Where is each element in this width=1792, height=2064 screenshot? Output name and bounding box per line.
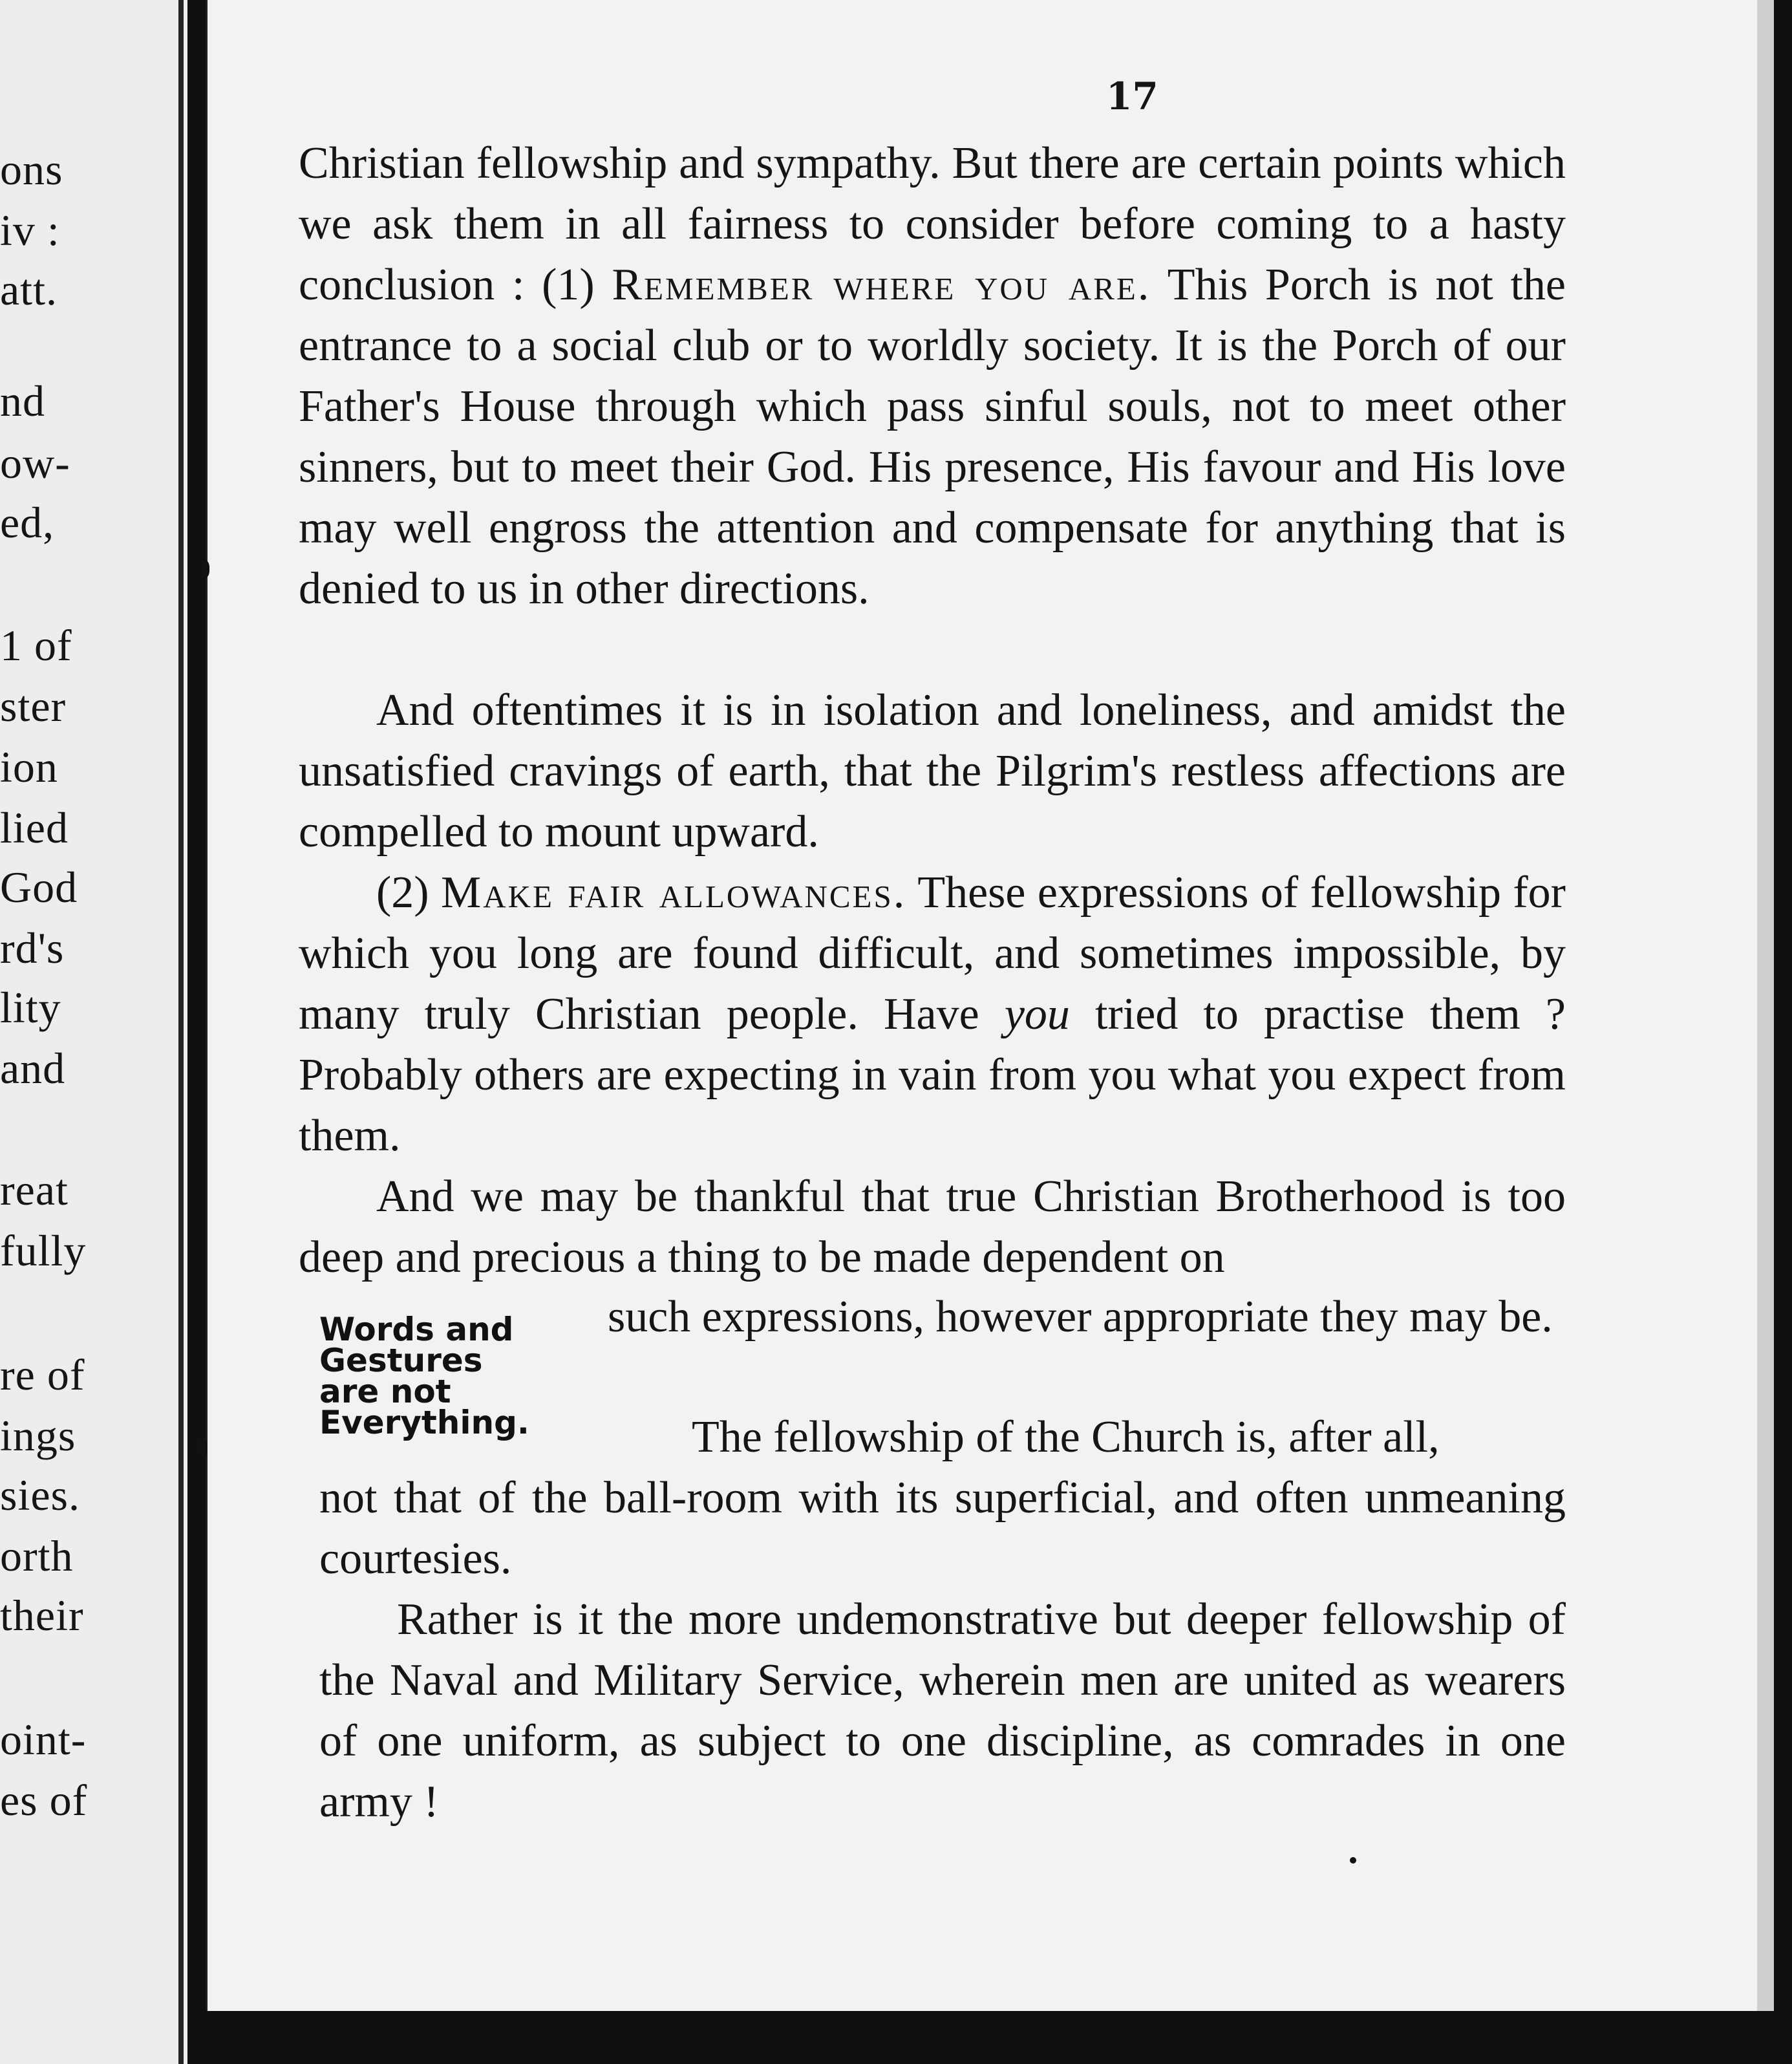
paragraph-naval: [319, 1589, 1566, 1833]
section-heading-allowances: Make fair allowances.: [440, 868, 907, 918]
previous-page-fragment: [0, 0, 187, 2064]
page-number: 17: [1106, 74, 1158, 118]
fragment-line: att.: [0, 265, 58, 314]
fragment-line: es of: [0, 1776, 88, 1825]
emphasis-you: you: [1004, 989, 1070, 1039]
paragraph-text: This Porch is not the entrance to a social club or to worldly society. It is the Porch of our Father's House through which pass sinful souls, not to meet other sinners, but to meet their God. His presence, His favour and His love may well engross the attention and compensate for anything that is denied to us in other directions.: [299, 260, 1566, 614]
fragment-line: fully: [0, 1226, 87, 1275]
paragraph-text: And we may be thankful that true Christian Brotherhood is too deep and precious a thing to be made dependent on: [299, 1172, 1566, 1282]
paragraph-porch: [299, 133, 1566, 619]
fragment-line: lied: [0, 803, 69, 852]
paragraph-text: And oftentimes it is in isolation and loneliness, and amidst the unsatisfied cravings of earth, that the Pilgrim's restless affections are compelled to mount upward.: [299, 685, 1566, 857]
margin-note-line: are not: [319, 1373, 451, 1410]
fragment-line: oint-: [0, 1715, 87, 1764]
fragment-line: nd: [0, 376, 45, 425]
fragment-line: ow-: [0, 438, 70, 488]
fragment-line: ons: [0, 145, 63, 194]
margin-note: [319, 1311, 565, 1441]
fragment-line: ed,: [0, 498, 55, 547]
fragment-line: rd's: [0, 923, 65, 973]
paragraph-text: Rather is it the more undemonstrative but deeper fellowship of the Naval and Military Service, wherein men are united as wearers of one uniform, as subject to one discipline, as comrades in one army !: [319, 1595, 1566, 1827]
list-number: (2): [376, 868, 441, 918]
book-spine: [178, 0, 184, 2064]
fragment-line: their: [0, 1591, 84, 1640]
fragment-line: 1 of: [0, 621, 72, 670]
fragment-line: re of: [0, 1350, 85, 1399]
page-edge: [1757, 0, 1774, 2011]
margin-note-line: Everything.: [319, 1404, 529, 1441]
paragraph-brotherhood: [299, 1166, 1566, 1288]
fragment-line: sies.: [0, 1470, 80, 1520]
ink-speck: [198, 560, 209, 578]
fragment-line: orth: [0, 1531, 74, 1580]
paragraph-text: Christian fellowship and sympathy. But there are certain points which we ask them in all fairness to consider before coming to a hasty conclusion : (1): [299, 138, 1566, 310]
paragraph-brotherhood-cont: [608, 1287, 1566, 1348]
fragment-line: reat: [0, 1165, 69, 1214]
fragment-line: lity: [0, 983, 61, 1032]
paragraph-text: such expressions, however appropriate they may be.: [608, 1292, 1553, 1342]
paragraph-text: The fellowship of the Church is, after all,: [692, 1412, 1440, 1462]
fragment-line: and: [0, 1044, 66, 1093]
paragraph-text: tried to practise them ? Probably others are expecting in vain from you what you expect from them.: [299, 989, 1566, 1161]
paragraph-isolation: [299, 680, 1566, 863]
fragment-line: ster: [0, 682, 67, 731]
fragment-line: ion: [0, 742, 58, 791]
ink-speck: [1350, 1857, 1356, 1864]
margin-note-line: Words and: [319, 1311, 514, 1348]
paragraph-fellowship-rest: [319, 1468, 1566, 1589]
paragraph-allowances: [299, 863, 1566, 1166]
margin-note-line: Gestures: [319, 1342, 483, 1379]
section-heading-remember: Remember where you are.: [612, 260, 1151, 310]
paragraph-text: not that of the ball-room with its superficial, and often unmeaning courtesies.: [319, 1473, 1566, 1584]
ink-speck: [197, 1437, 207, 1459]
fragment-line: iv :: [0, 206, 60, 255]
paragraph-fellowship-start: [608, 1407, 1566, 1468]
fragment-line: God: [0, 863, 78, 912]
fragment-line: ings: [0, 1411, 76, 1460]
paragraph-text: These expressions of fellowship for which you long are found difficult, and sometimes impossible, by many truly Christian people. Have: [299, 868, 1566, 1039]
